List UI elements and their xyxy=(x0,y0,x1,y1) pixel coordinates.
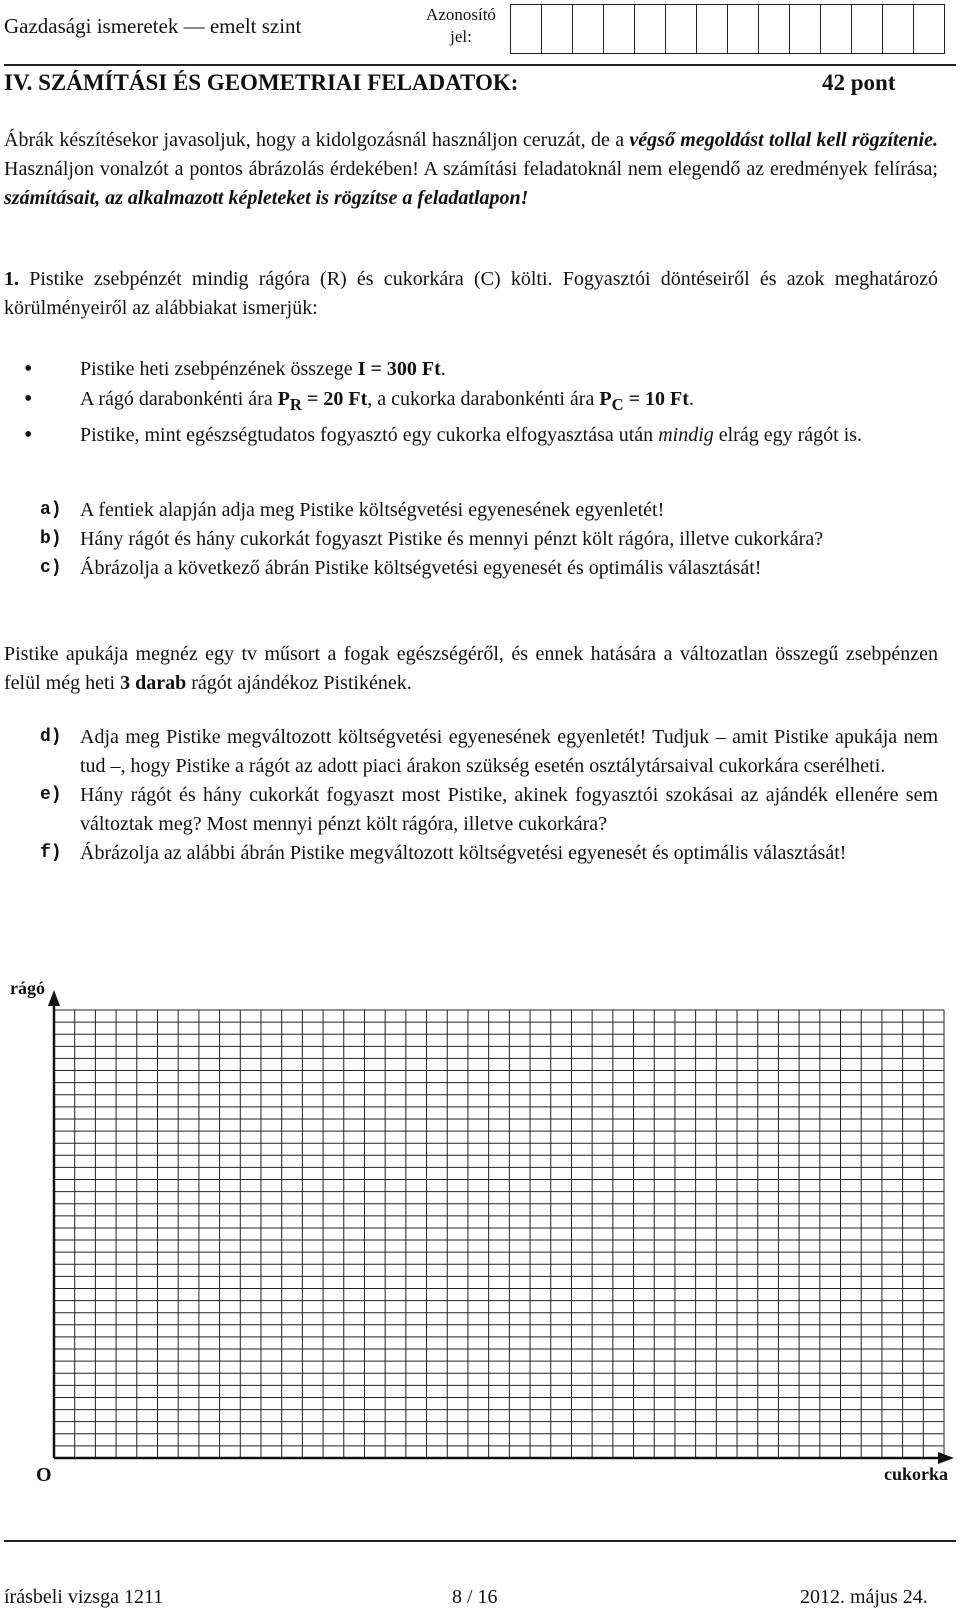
price-subscript: C xyxy=(611,395,624,414)
bullet-bold: = 20 Ft xyxy=(301,388,368,410)
bullet-bold: I = 300 Ft xyxy=(357,358,441,380)
intro-emphasis-2: számításait, az alkalmazott képleteket is rögzítse a feladatlapon! xyxy=(4,187,529,209)
question-letter: a) xyxy=(40,500,62,520)
bullet-text: A rágó darabonkénti ára xyxy=(80,388,278,410)
bullet-text: . xyxy=(440,358,446,380)
id-label-line1: Azonosító xyxy=(426,5,496,24)
question-text: Ábrázolja a következő ábrán Pistike költségvetési egyenesét és optimális választását! xyxy=(80,557,762,579)
bullet-bold: = 10 Ft xyxy=(623,388,689,410)
grid-lines xyxy=(54,1010,944,1458)
gift-bold: 3 darab xyxy=(120,672,187,694)
question-letter: f) xyxy=(40,843,62,863)
gift-text-2: rágót ajándékoz Pistikének. xyxy=(186,672,412,694)
footer-date: 2012. május 24. xyxy=(800,1586,928,1608)
price-symbol: P xyxy=(277,388,290,410)
bullet-text: Pistike, mint egészségtudatos fogyasztó egy cukorka elfogyasztása után xyxy=(80,424,659,446)
section-title: IV. SZÁMÍTÁSI ÉS GEOMETRIAI FELADATOK: xyxy=(4,70,519,95)
origin-label: O xyxy=(36,1464,52,1486)
y-axis-arrow-icon xyxy=(48,990,60,1006)
y-axis-label: rágó xyxy=(10,978,45,998)
footer-page: 8 / 16 xyxy=(452,1586,498,1608)
bullet-text: , a cukorka darabonkénti ára xyxy=(367,388,600,410)
question-text: Hány rágót és hány cukorkát fogyaszt Pistike és mennyi pénzt költ rágóra, illetve cukorkára? xyxy=(80,528,824,550)
footer-exam: írásbeli vizsga 1211 xyxy=(4,1586,164,1608)
intro-text-1: Ábrák készítésekor javasoljuk, hogy a kidolgozásnál használjon ceruzát, de a xyxy=(4,129,630,151)
task1-text: Pistike zsebpénzét mindig rágóra (R) és cukorkára (C) költi. Fogyasztói döntéseiről és azok meghatározó körülményeiről az alábbiakat ismerjük: xyxy=(4,268,938,319)
question-letter: e) xyxy=(40,785,62,805)
task1-number: 1. xyxy=(4,268,19,290)
x-axis-label: cukorka xyxy=(884,1464,949,1484)
question-text: A fentiek alapján adja meg Pistike költségvetési egyenesének egyenletét! xyxy=(80,499,665,521)
intro-text-2: Használjon vonalzót a pontos ábrázolás érdekében! A számítási feladatoknál nem elegendő az eredmények felírása; xyxy=(4,158,938,180)
bullet-text: . xyxy=(688,388,694,410)
question-text: Adja meg Pistike megváltozott költségvetési egyenesének egyenletét! Tudjuk – amit Pistike apukája nem tud –, hogy Pistike a rágót az adott piaci árakon szükség esetén osztálytársaival cukorkára cserélheti. xyxy=(80,726,938,777)
intro-emphasis-1: végső megoldást tollal kell rögzítenie. xyxy=(629,129,938,151)
gift-text-1: Pistike apukája megnéz egy tv műsort a fogak egészségéről, és ennek hatására a változatlan összegű zsebpénzen felül még heti xyxy=(4,643,938,694)
question-letter: d) xyxy=(40,727,62,747)
bullet-text: Pistike heti zsebpénzének összege xyxy=(80,358,358,380)
question-letter: b) xyxy=(40,529,62,549)
bullet-italic: mindig xyxy=(658,424,714,446)
question-text: Ábrázolja az alábbi ábrán Pistike megváltozott költségvetési egyenesét és optimális választását! xyxy=(80,842,847,864)
section-points: 42 pont xyxy=(822,70,896,95)
bullet-text: elrág egy rágót is. xyxy=(713,424,863,446)
price-subscript: R xyxy=(289,395,302,414)
footer-divider xyxy=(4,1540,956,1542)
id-label-line2: jel: xyxy=(450,27,472,46)
header-title: Gazdasági ismeretek — emelt szint xyxy=(4,14,302,38)
question-text: Hány rágót és hány cukorkát fogyaszt most Pistike, akinek fogyasztói szokásai az ajándék ellenére sem változtak meg? Most mennyi pénzt költ rágóra, illetve cukorkára? xyxy=(80,784,938,835)
price-symbol: P xyxy=(599,388,612,410)
question-letter: c) xyxy=(40,558,62,578)
x-axis-arrow-icon xyxy=(938,1452,954,1464)
